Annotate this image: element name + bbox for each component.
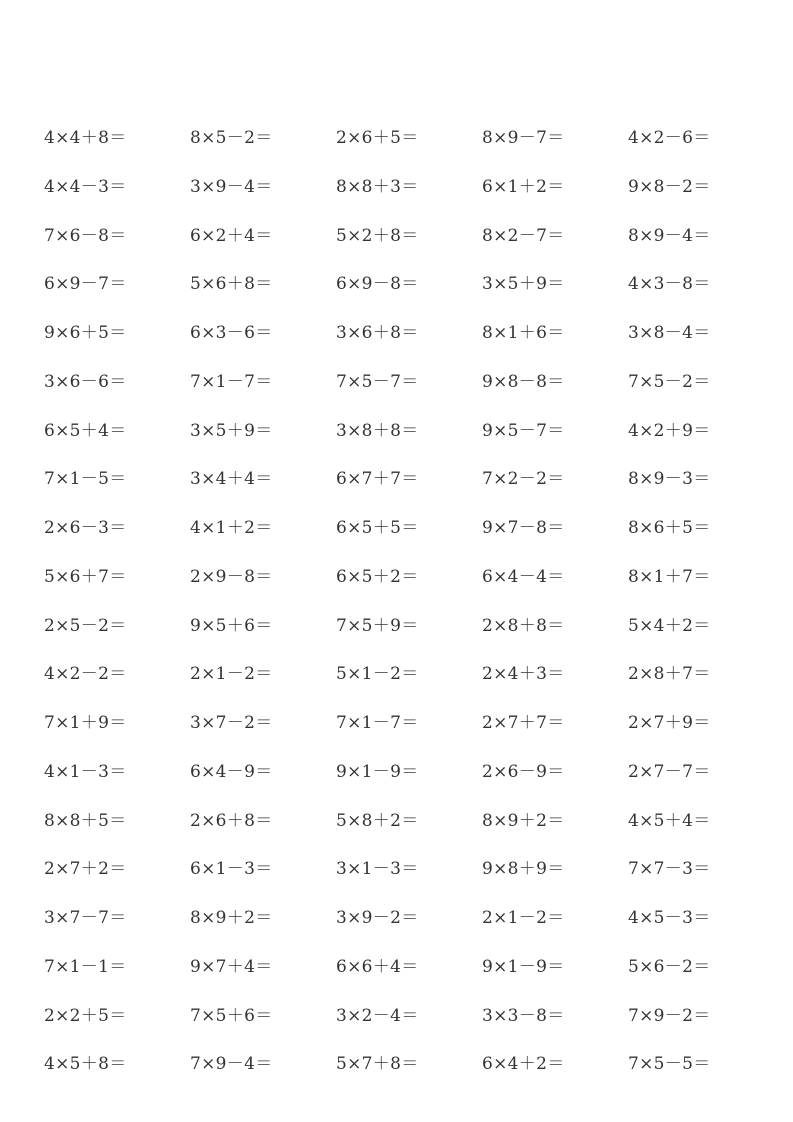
problem-row bbox=[44, 1051, 784, 1100]
math-problem: 2×7－7＝ bbox=[628, 761, 711, 782]
problem-row bbox=[44, 418, 784, 467]
math-problem: 6×2＋4＝ bbox=[190, 225, 273, 246]
math-problem: 3×9－2＝ bbox=[336, 908, 419, 928]
math-problem: 3×7－7＝ bbox=[44, 908, 127, 928]
problem-row bbox=[44, 1003, 784, 1052]
problem-row bbox=[44, 271, 784, 320]
problem-row bbox=[44, 125, 784, 174]
math-problem: 9×6＋5＝ bbox=[44, 323, 127, 343]
math-problem: 8×1＋7＝ bbox=[628, 566, 711, 587]
math-problem: 5×8＋2＝ bbox=[336, 810, 419, 831]
problem-row bbox=[44, 808, 784, 857]
math-problem: 6×5＋2＝ bbox=[336, 566, 419, 587]
math-problem: 6×5＋4＝ bbox=[44, 420, 127, 441]
math-problem: 9×5－7＝ bbox=[482, 420, 565, 441]
problem-row bbox=[44, 564, 784, 613]
math-problem: 2×1－2＝ bbox=[482, 908, 565, 928]
math-problem: 7×5－2＝ bbox=[628, 371, 711, 392]
math-problem: 5×2＋8＝ bbox=[336, 225, 419, 246]
math-problem: 2×8＋7＝ bbox=[628, 664, 711, 685]
problem-row bbox=[44, 905, 784, 954]
math-problem: 8×5－2＝ bbox=[190, 128, 273, 148]
math-problem: 6×1－3＝ bbox=[190, 859, 273, 880]
math-problem: 4×2－6＝ bbox=[628, 128, 711, 148]
problem-row bbox=[44, 320, 784, 369]
math-problem: 2×1－2＝ bbox=[190, 664, 273, 685]
math-problem: 7×6－8＝ bbox=[44, 225, 127, 246]
math-problem: 7×5＋6＝ bbox=[190, 1005, 273, 1026]
problem-row bbox=[44, 515, 784, 564]
problem-row bbox=[44, 174, 784, 223]
problem-row bbox=[44, 223, 784, 272]
math-problem: 7×1－5＝ bbox=[44, 469, 127, 490]
math-problem: 3×1－3＝ bbox=[336, 859, 419, 880]
math-problem: 9×1－9＝ bbox=[482, 956, 565, 977]
math-problem: 6×1＋2＝ bbox=[482, 176, 565, 197]
math-problem: 3×6－6＝ bbox=[44, 371, 127, 392]
math-problem: 6×9－7＝ bbox=[44, 274, 127, 295]
problem-row bbox=[44, 369, 784, 418]
math-problem: 4×1－3＝ bbox=[44, 761, 127, 782]
math-problem: 9×8－8＝ bbox=[482, 371, 565, 392]
math-problem: 6×4＋2＝ bbox=[482, 1054, 565, 1075]
math-problem: 7×1－7＝ bbox=[336, 713, 419, 733]
math-problem: 4×4＋8＝ bbox=[44, 128, 127, 148]
math-problem: 6×3－6＝ bbox=[190, 323, 273, 343]
math-problem: 5×6＋8＝ bbox=[190, 274, 273, 295]
math-problem: 2×9－8＝ bbox=[190, 566, 273, 587]
math-problem: 7×2－2＝ bbox=[482, 469, 565, 490]
math-problem: 5×7＋8＝ bbox=[336, 1054, 419, 1075]
math-problem: 3×5＋9＝ bbox=[482, 274, 565, 295]
math-problem: 7×1－1＝ bbox=[44, 956, 127, 977]
math-problem: 2×7＋9＝ bbox=[628, 713, 711, 733]
math-problem: 2×6＋8＝ bbox=[190, 810, 273, 831]
math-problem: 8×9＋2＝ bbox=[482, 810, 565, 831]
math-problem: 8×9－3＝ bbox=[628, 469, 711, 490]
math-problem: 7×1＋9＝ bbox=[44, 713, 127, 733]
math-problem: 9×8＋9＝ bbox=[482, 859, 565, 880]
math-problem: 9×1－9＝ bbox=[336, 761, 419, 782]
math-problem: 3×8＋8＝ bbox=[336, 420, 419, 441]
math-problem: 9×7＋4＝ bbox=[190, 956, 273, 977]
math-problem: 6×4－4＝ bbox=[482, 566, 565, 587]
math-problem: 7×9－2＝ bbox=[628, 1005, 711, 1026]
math-problem: 2×7＋2＝ bbox=[44, 859, 127, 880]
math-problem: 5×4＋2＝ bbox=[628, 615, 711, 636]
math-problem: 2×4＋3＝ bbox=[482, 664, 565, 685]
math-problem: 7×9－4＝ bbox=[190, 1054, 273, 1075]
math-problem: 5×6＋7＝ bbox=[44, 566, 127, 587]
math-problem: 8×2－7＝ bbox=[482, 225, 565, 246]
math-problem: 7×5－7＝ bbox=[336, 371, 419, 392]
math-problem: 8×6＋5＝ bbox=[628, 518, 711, 538]
problem-row bbox=[44, 710, 784, 759]
math-problem: 9×5＋6＝ bbox=[190, 615, 273, 636]
math-problem: 2×2＋5＝ bbox=[44, 1005, 127, 1026]
problem-row bbox=[44, 759, 784, 808]
problem-grid bbox=[44, 125, 784, 1100]
math-problem: 5×6－2＝ bbox=[628, 956, 711, 977]
problem-row bbox=[44, 466, 784, 515]
math-problem: 7×5＋9＝ bbox=[336, 615, 419, 636]
math-problem: 9×7－8＝ bbox=[482, 518, 565, 538]
math-problem: 7×5－5＝ bbox=[628, 1054, 711, 1075]
math-problem: 8×9－4＝ bbox=[628, 225, 711, 246]
math-problem: 6×6＋4＝ bbox=[336, 956, 419, 977]
math-problem: 3×5＋9＝ bbox=[190, 420, 273, 441]
problem-row bbox=[44, 661, 784, 710]
math-problem: 4×2－2＝ bbox=[44, 664, 127, 685]
math-problem: 6×9－8＝ bbox=[336, 274, 419, 295]
math-problem: 3×4＋4＝ bbox=[190, 469, 273, 490]
math-problem: 8×8＋5＝ bbox=[44, 810, 127, 831]
math-problem: 4×4－3＝ bbox=[44, 176, 127, 197]
math-problem: 2×6－9＝ bbox=[482, 761, 565, 782]
math-problem: 3×3－8＝ bbox=[482, 1005, 565, 1026]
math-problem: 2×6－3＝ bbox=[44, 518, 127, 538]
math-problem: 2×8＋8＝ bbox=[482, 615, 565, 636]
math-problem: 2×5－2＝ bbox=[44, 615, 127, 636]
math-problem: 4×5＋4＝ bbox=[628, 810, 711, 831]
math-problem: 4×3－8＝ bbox=[628, 274, 711, 295]
problem-row bbox=[44, 613, 784, 662]
math-problem: 4×2＋9＝ bbox=[628, 420, 711, 441]
math-problem: 6×4－9＝ bbox=[190, 761, 273, 782]
math-problem: 6×7＋7＝ bbox=[336, 469, 419, 490]
math-problem: 7×1－7＝ bbox=[190, 371, 273, 392]
problem-row bbox=[44, 954, 784, 1003]
math-problem: 3×8－4＝ bbox=[628, 323, 711, 343]
math-problem: 2×6＋5＝ bbox=[336, 128, 419, 148]
math-problem: 8×8＋3＝ bbox=[336, 176, 419, 197]
problem-row bbox=[44, 856, 784, 905]
math-problem: 5×1－2＝ bbox=[336, 664, 419, 685]
math-problem: 9×8－2＝ bbox=[628, 176, 711, 197]
math-problem: 7×7－3＝ bbox=[628, 859, 711, 880]
math-problem: 4×5＋8＝ bbox=[44, 1054, 127, 1075]
math-problem: 2×7＋7＝ bbox=[482, 713, 565, 733]
math-problem: 3×2－4＝ bbox=[336, 1005, 419, 1026]
math-problem: 3×6＋8＝ bbox=[336, 323, 419, 343]
math-problem: 4×5－3＝ bbox=[628, 908, 711, 928]
math-problem: 8×9＋2＝ bbox=[190, 908, 273, 928]
math-problem: 8×9－7＝ bbox=[482, 128, 565, 148]
math-problem: 8×1＋6＝ bbox=[482, 323, 565, 343]
math-problem: 4×1＋2＝ bbox=[190, 518, 273, 538]
math-problem: 6×5＋5＝ bbox=[336, 518, 419, 538]
math-problem: 3×7－2＝ bbox=[190, 713, 273, 733]
math-problem: 3×9－4＝ bbox=[190, 176, 273, 197]
